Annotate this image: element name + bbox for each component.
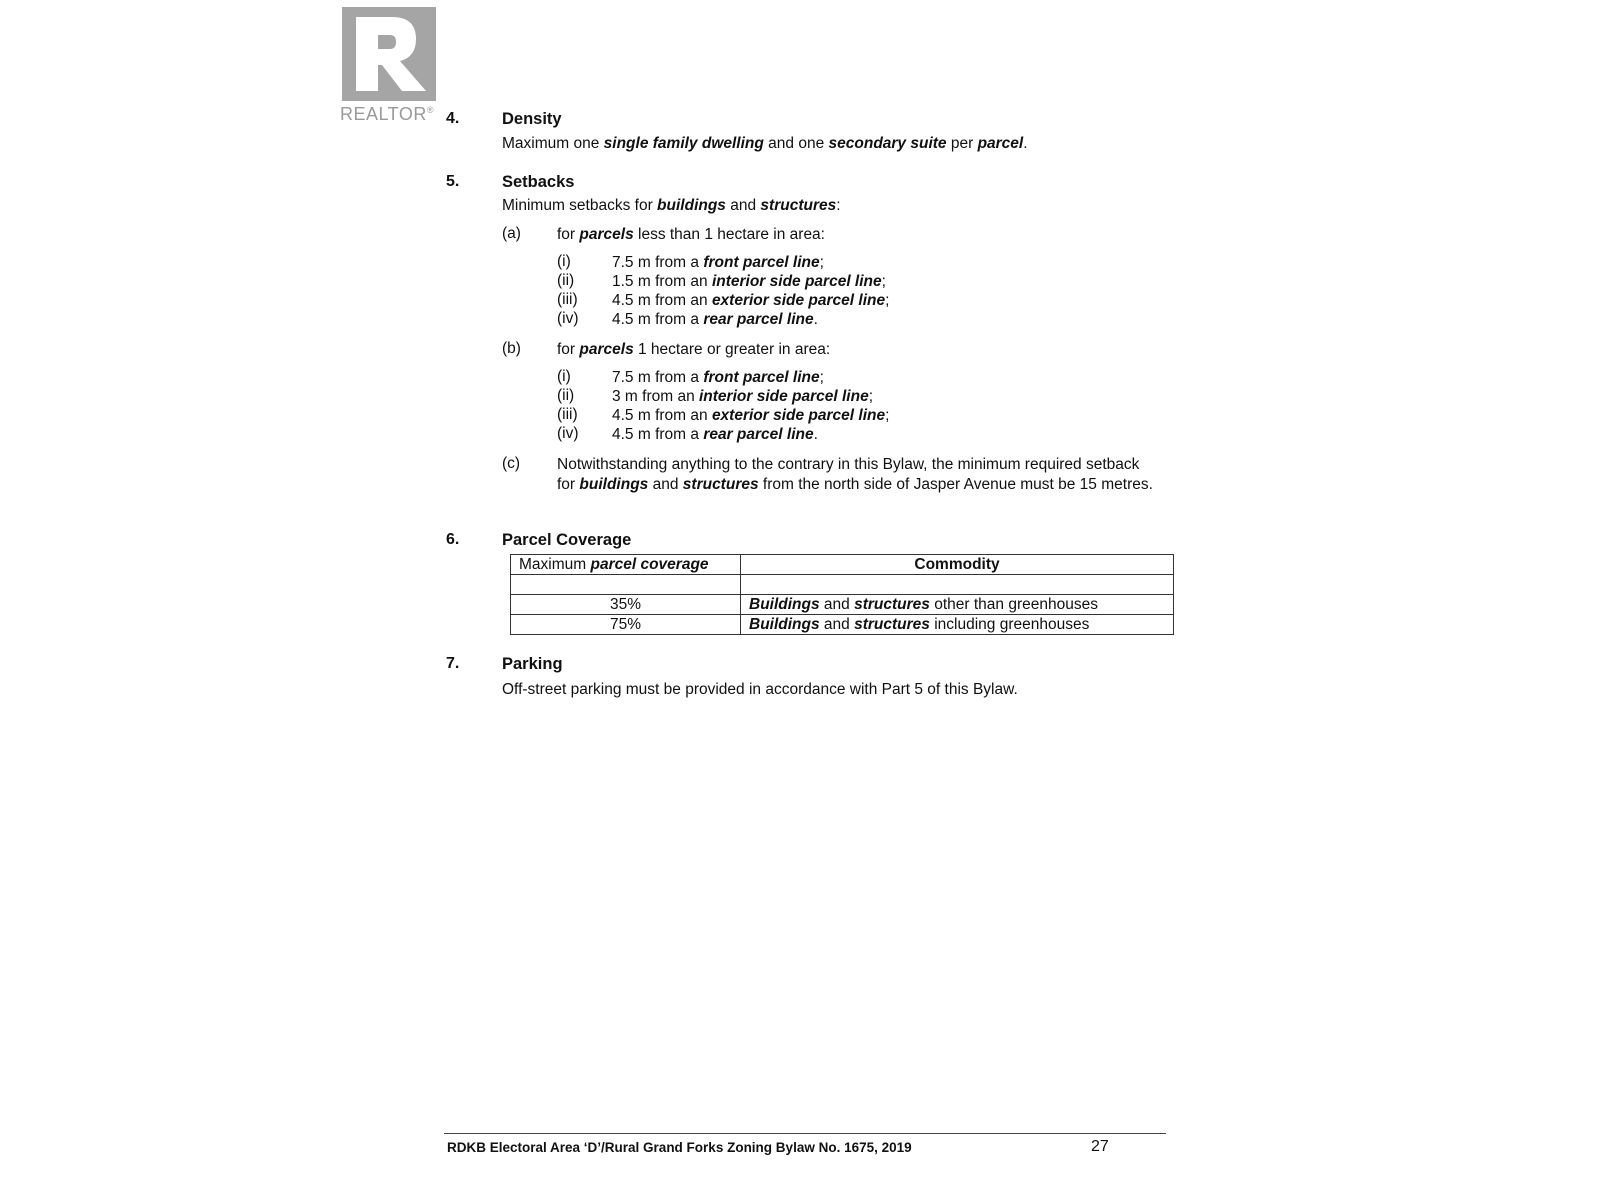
setback-item: 4.5 m from an exterior side parcel line; xyxy=(612,407,890,424)
setback-item: 4.5 m from an exterior side parcel line; xyxy=(612,292,890,309)
table-cell-empty xyxy=(741,575,1174,595)
item-label: (i) xyxy=(557,253,571,270)
setback-item: 4.5 m from a rear parcel line. xyxy=(612,426,818,443)
section-heading-density: Density xyxy=(502,110,562,128)
footer-title: RDKB Electoral Area ‘D’/Rural Grand Forks Zoning Bylaw No. 1675, 2019 xyxy=(447,1140,912,1155)
table-row-empty xyxy=(511,575,1174,595)
section-heading-parcel-coverage: Parcel Coverage xyxy=(502,531,632,549)
coverage-value: 75% xyxy=(511,615,741,635)
parcel-coverage-table xyxy=(510,554,1174,635)
clause-label: (c) xyxy=(502,455,521,472)
section-heading-setbacks: Setbacks xyxy=(502,173,575,191)
realtor-wordmark: REALTOR® xyxy=(340,104,434,124)
table-row xyxy=(511,595,1174,615)
clause-c-line2: for buildings and structures from the north side of Jasper Avenue must be 15 metres. xyxy=(557,476,1153,493)
clause-a-text: for parcels less than 1 hectare in area: xyxy=(557,226,825,243)
section-number: 7. xyxy=(446,655,460,672)
header-max-parcel-coverage: Maximum parcel coverage xyxy=(511,555,741,575)
setback-item: 3 m from an interior side parcel line; xyxy=(612,388,874,405)
page-number: 27 xyxy=(1091,1138,1109,1155)
section-number: 4. xyxy=(446,110,460,127)
item-label: (iii) xyxy=(557,291,578,308)
header-commodity: Commodity xyxy=(741,555,1174,575)
section-number: 6. xyxy=(446,531,460,548)
realtor-logo xyxy=(342,7,436,101)
table-row xyxy=(511,615,1174,635)
clause-label: (a) xyxy=(502,225,521,242)
setback-item: 7.5 m from a front parcel line; xyxy=(612,254,824,271)
setbacks-intro: Minimum setbacks for buildings and structures: xyxy=(502,197,841,214)
footer-divider xyxy=(444,1133,1166,1134)
clause-label: (b) xyxy=(502,340,521,357)
table-header-row xyxy=(511,555,1174,575)
density-text: Maximum one single family dwelling and one secondary suite per parcel. xyxy=(502,135,1028,152)
item-label: (ii) xyxy=(557,272,575,289)
commodity-value: Buildings and structures including greenhouses xyxy=(741,615,1174,635)
table-cell-empty xyxy=(511,575,741,595)
clause-c-line1: Notwithstanding anything to the contrary in this Bylaw, the minimum required setback xyxy=(557,456,1140,473)
section-heading-parking: Parking xyxy=(502,655,563,673)
clause-b-text: for parcels 1 hectare or greater in area: xyxy=(557,341,831,358)
item-label: (i) xyxy=(557,368,571,385)
realtor-r-icon xyxy=(342,7,436,101)
coverage-value: 35% xyxy=(511,595,741,615)
section-number: 5. xyxy=(446,173,460,190)
item-label: (ii) xyxy=(557,387,575,404)
setback-item: 1.5 m from an interior side parcel line; xyxy=(612,273,886,290)
item-label: (iv) xyxy=(557,425,579,442)
parking-text: Off-street parking must be provided in accordance with Part 5 of this Bylaw. xyxy=(502,681,1018,698)
setback-item: 7.5 m from a front parcel line; xyxy=(612,369,824,386)
setback-item: 4.5 m from a rear parcel line. xyxy=(612,311,818,328)
commodity-value: Buildings and structures other than greenhouses xyxy=(741,595,1174,615)
item-label: (iii) xyxy=(557,406,578,423)
item-label: (iv) xyxy=(557,310,579,327)
